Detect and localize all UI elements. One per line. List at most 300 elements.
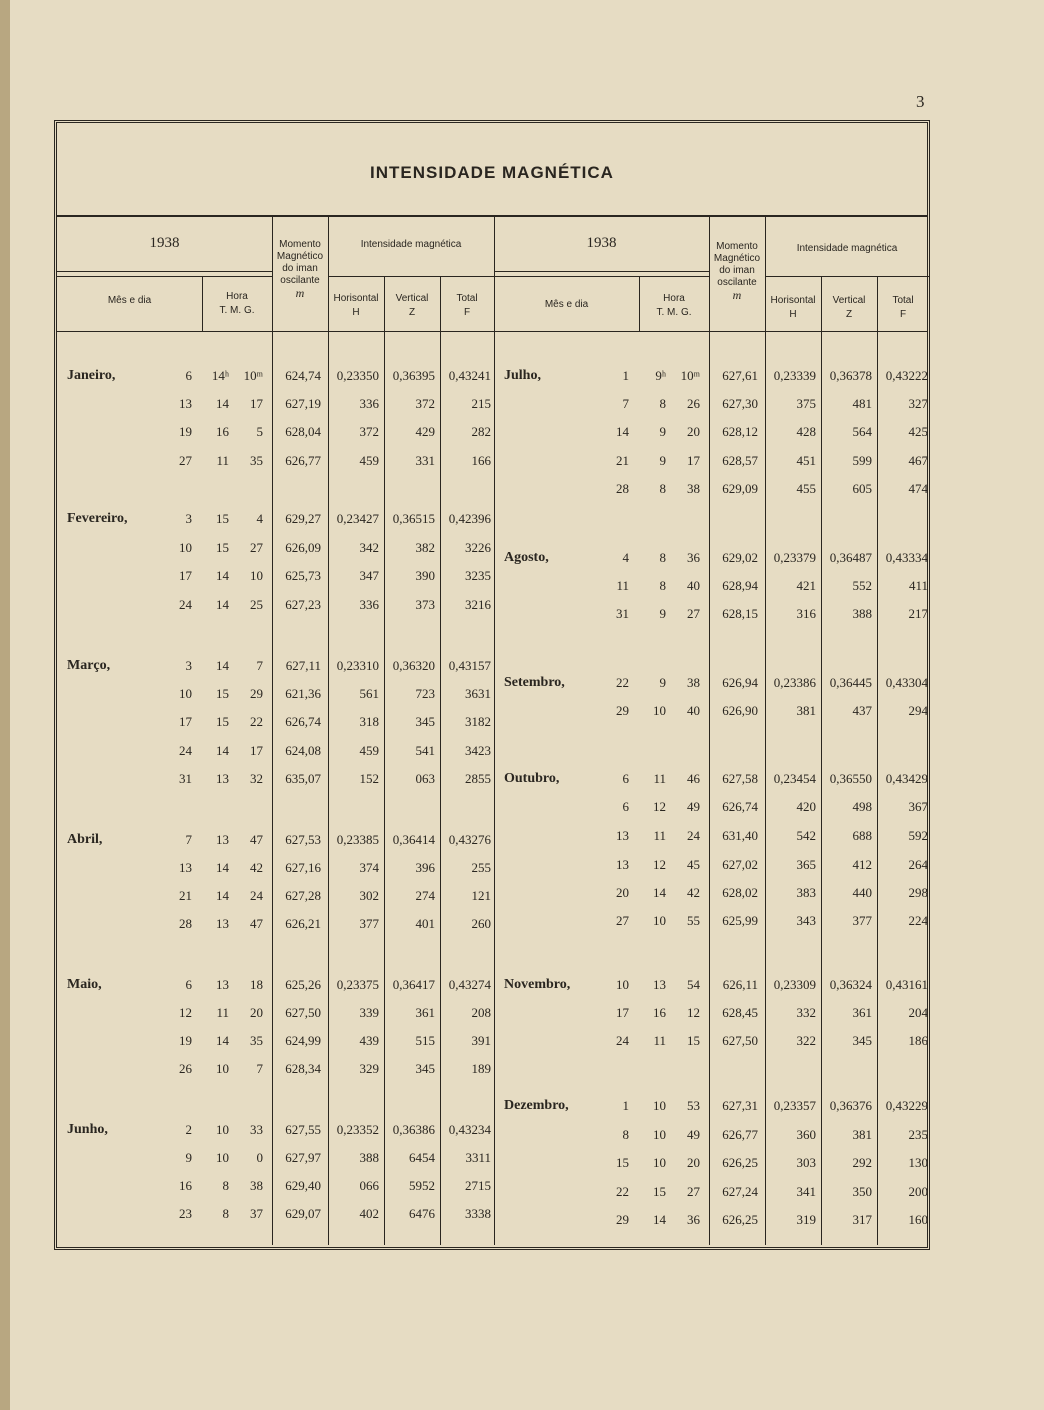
cell-h: 9ʰ [655,368,666,383]
cell-mom: 629,07 [285,1206,321,1221]
cell-h: 10 [216,1061,229,1076]
cell-H: 322 [796,1033,816,1048]
cell-F: 592 [908,828,928,843]
cell-F: 298 [908,885,928,900]
intensity-header: Intensidade magnética [360,239,462,250]
cell-h: 13 [216,771,229,786]
cell-m: 10 [250,568,263,583]
cell-H: 341 [796,1184,816,1199]
cell-m: 47 [250,832,263,847]
cell-Z: 0,36550 [829,771,872,786]
cell-m: 20 [250,1005,263,1020]
cell-H: 342 [359,540,379,555]
cell-m: 10ᵐ [680,368,700,383]
table-frame [54,120,930,1250]
cell-day: 4 [622,550,629,565]
cell-m: 42 [250,860,263,875]
cell-H: 388 [359,1150,379,1165]
table-row [494,606,931,626]
cell-Z: 6454 [409,1150,435,1165]
vertical-header: Vertical [832,295,866,306]
cell-Z: 388 [852,606,872,621]
cell-F: 0,43274 [448,977,491,992]
cell-m: 17 [250,396,263,411]
cell-H: 0,23310 [336,658,379,673]
horizontal-symbol: H [352,307,360,318]
column-rule [639,276,640,331]
cell-day: 10 [616,977,629,992]
cell-m: 55 [687,913,700,928]
cell-h: 14 [216,658,229,673]
table-row [494,675,931,695]
cell-F: 0,43234 [448,1122,491,1137]
cell-day: 10 [179,540,192,555]
cell-Z: 373 [415,597,435,612]
cell-Z: 515 [415,1033,435,1048]
table-row [57,1178,494,1198]
table-row [494,1155,931,1175]
cell-H: 0,23379 [773,550,816,565]
cell-F: 255 [471,860,491,875]
cell-mom: 628,94 [722,578,758,593]
cell-m: 35 [250,453,263,468]
cell-h: 10 [653,1127,666,1142]
cell-Z: 0,36417 [392,977,435,992]
table-row [57,832,494,852]
cell-mom: 625,73 [285,568,321,583]
total-symbol: F [899,309,907,320]
cell-day: 2 [185,1122,192,1137]
cell-H: 459 [359,453,379,468]
cell-Z: 723 [415,686,435,701]
table-row [494,977,931,997]
cell-h: 16 [653,1005,666,1020]
cell-H: 439 [359,1033,379,1048]
cell-Z: 331 [415,453,435,468]
table-row [57,771,494,791]
cell-H: 152 [359,771,379,786]
cell-Z: 361 [852,1005,872,1020]
cell-h: 9 [659,424,666,439]
cell-month: Agosto, [504,550,549,565]
cell-mom: 628,57 [722,453,758,468]
cell-mom: 628,04 [285,424,321,439]
cell-F: 264 [908,857,928,872]
table-row [57,1150,494,1170]
cell-h: 14 [216,1033,229,1048]
horizontal-header: Horisontal [770,295,816,306]
cell-mom: 627,11 [285,658,321,673]
total-header: Total [892,295,914,306]
cell-m: 37 [250,1206,263,1221]
cell-F: 235 [908,1127,928,1142]
cell-F: 3182 [465,714,491,729]
total-symbol: F [463,307,471,318]
cell-day: 20 [616,885,629,900]
cell-day: 6 [622,799,629,814]
cell-mom: 621,36 [285,686,321,701]
cell-Z: 0,36386 [392,1122,435,1137]
cell-H: 372 [359,424,379,439]
cell-H: 375 [796,396,816,411]
cell-F: 224 [908,913,928,928]
cell-F: 204 [908,1005,928,1020]
cell-F: 3631 [465,686,491,701]
cell-m: 49 [687,1127,700,1142]
cell-Z: 396 [415,860,435,875]
table-row [57,540,494,560]
cell-Z: 317 [852,1212,872,1227]
cell-m: 25 [250,597,263,612]
divider [57,331,927,332]
cell-h: 15 [216,540,229,555]
cell-Z: 381 [852,1127,872,1142]
cell-H: 0,23454 [773,771,816,786]
cell-Z: 345 [415,1061,435,1076]
moment-symbol: m [295,286,305,300]
divider [57,276,272,277]
cell-H: 066 [359,1178,379,1193]
cell-Z: 350 [852,1184,872,1199]
cell-m: 36 [687,550,700,565]
table-row [57,686,494,706]
cell-h: 9 [659,606,666,621]
cell-day: 13 [179,860,192,875]
cell-F: 0,43241 [448,368,491,383]
cell-F: 260 [471,916,491,931]
cell-month: Novembro, [504,977,571,992]
cell-day: 24 [616,1033,629,1048]
cell-m: 24 [250,888,263,903]
cell-day: 3 [185,658,192,673]
cell-H: 336 [359,396,379,411]
cell-H: 383 [796,885,816,900]
cell-day: 13 [616,857,629,872]
cell-F: 2715 [465,1178,491,1193]
cell-h: 8 [222,1178,229,1193]
cell-mom: 627,02 [722,857,758,872]
cell-m: 40 [687,578,700,593]
table-row [57,1122,494,1142]
table-row [494,885,931,905]
cell-h: 9 [659,453,666,468]
table-row [494,799,931,819]
cell-m: 17 [250,743,263,758]
cell-h: 14 [216,888,229,903]
cell-Z: 401 [415,916,435,931]
cell-F: 474 [908,481,928,496]
cell-day: 19 [179,1033,192,1048]
cell-mom: 627,61 [722,368,758,383]
column-rule [202,276,203,331]
table-row [57,1206,494,1226]
cell-month: Maio, [67,977,102,992]
cell-F: 186 [908,1033,928,1048]
cell-h: 10 [653,703,666,718]
cell-Z: 437 [852,703,872,718]
cell-Z: 0,36324 [829,977,872,992]
cell-mom: 628,15 [722,606,758,621]
cell-F: 294 [908,703,928,718]
cell-m: 32 [250,771,263,786]
cell-m: 17 [687,453,700,468]
page-number: 3 [916,92,925,111]
cell-day: 24 [179,743,192,758]
cell-mom: 627,16 [285,860,321,875]
cell-h: 14 [216,743,229,758]
cell-H: 339 [359,1005,379,1020]
cell-day: 31 [616,606,629,621]
cell-day: 12 [179,1005,192,1020]
cell-Z: 412 [852,857,872,872]
cell-F: 0,43334 [885,550,928,565]
cell-day: 13 [616,828,629,843]
table-row [57,511,494,531]
cell-F: 327 [908,396,928,411]
cell-H: 0,23357 [773,1098,816,1113]
cell-day: 19 [179,424,192,439]
cell-h: 10 [653,1098,666,1113]
table-row [57,453,494,473]
cell-m: 7 [256,658,263,673]
cell-h: 8 [659,578,666,593]
cell-mom: 628,12 [722,424,758,439]
cell-mom: 627,28 [285,888,321,903]
table-row [57,1033,494,1053]
cell-F: 166 [471,453,491,468]
cell-day: 27 [616,913,629,928]
cell-H: 336 [359,597,379,612]
cell-h: 16 [216,424,229,439]
cell-H: 318 [359,714,379,729]
table-row [494,857,931,877]
cell-H: 302 [359,888,379,903]
cell-m: 54 [687,977,700,992]
cell-m: 40 [687,703,700,718]
cell-Z: 440 [852,885,872,900]
cell-mom: 626,21 [285,916,321,931]
moment-symbol: m [732,288,742,302]
cell-m: 26 [687,396,700,411]
hour-header-sub: T. M. G. [656,307,692,318]
cell-m: 33 [250,1122,263,1137]
cell-h: 14 [653,1212,666,1227]
cell-Z: 382 [415,540,435,555]
cell-mom: 625,26 [285,977,321,992]
divider [57,215,927,217]
cell-mom: 626,25 [722,1155,758,1170]
cell-day: 17 [179,568,192,583]
cell-F: 160 [908,1212,928,1227]
cell-m: 12 [687,1005,700,1020]
cell-h: 15 [216,686,229,701]
cell-day: 7 [185,832,192,847]
divider [765,276,929,277]
hour-header: Hora [226,291,248,302]
cell-m: 20 [687,1155,700,1170]
cell-Z: 274 [415,888,435,903]
divider [494,276,709,277]
cell-m: 36 [687,1212,700,1227]
cell-day: 23 [179,1206,192,1221]
moment-header: Momento Magnético do iman oscilante [713,241,761,288]
cell-h: 11 [653,771,666,786]
hour-header-sub: T. M. G. [219,305,255,316]
cell-h: 13 [653,977,666,992]
vertical-symbol: Z [408,307,416,318]
cell-month: Abril, [67,832,103,847]
table-row [494,1005,931,1025]
cell-m: 0 [256,1150,263,1165]
cell-H: 561 [359,686,379,701]
cell-h: 14 [216,396,229,411]
cell-F: 282 [471,424,491,439]
table-row [494,453,931,473]
cell-h: 8 [222,1206,229,1221]
page [10,0,1044,1410]
date-header: Mês e dia [544,299,589,310]
table-row [494,828,931,848]
cell-h: 8 [659,481,666,496]
cell-Z: 377 [852,913,872,928]
cell-mom: 627,31 [722,1098,758,1113]
cell-day: 17 [616,1005,629,1020]
cell-mom: 627,19 [285,396,321,411]
cell-F: 0,43157 [448,658,491,673]
cell-h: 11 [653,828,666,843]
cell-Z: 481 [852,396,872,411]
cell-m: 5 [256,424,263,439]
cell-m: 27 [250,540,263,555]
cell-mom: 627,97 [285,1150,321,1165]
cell-F: 3216 [465,597,491,612]
cell-Z: 605 [852,481,872,496]
cell-m: 47 [250,916,263,931]
cell-H: 402 [359,1206,379,1221]
cell-Z: 0,36414 [392,832,435,847]
divider [494,271,709,272]
table-row [494,1098,931,1118]
cell-mom: 631,40 [722,828,758,843]
cell-H: 428 [796,424,816,439]
cell-mom: 626,25 [722,1212,758,1227]
cell-day: 8 [622,1127,629,1142]
cell-mom: 627,50 [722,1033,758,1048]
table-row [57,424,494,444]
cell-h: 15 [216,714,229,729]
cell-Z: 0,36395 [392,368,435,383]
year-label: 1938 [149,235,180,251]
cell-h: 11 [216,453,229,468]
cell-Z: 0,36378 [829,368,872,383]
cell-H: 347 [359,568,379,583]
cell-h: 13 [216,916,229,931]
cell-Z: 498 [852,799,872,814]
cell-h: 10 [653,1155,666,1170]
cell-h: 11 [653,1033,666,1048]
cell-H: 332 [796,1005,816,1020]
cell-H: 455 [796,481,816,496]
cell-Z: 688 [852,828,872,843]
cell-m: 49 [687,799,700,814]
table-row [494,1127,931,1147]
cell-mom: 624,74 [285,368,321,383]
cell-day: 6 [185,368,192,383]
cell-F: 217 [908,606,928,621]
cell-mom: 626,90 [722,703,758,718]
cell-mom: 628,02 [722,885,758,900]
cell-m: 29 [250,686,263,701]
cell-m: 27 [687,606,700,621]
cell-mom: 627,50 [285,1005,321,1020]
cell-month: Março, [67,658,111,673]
cell-Z: 345 [415,714,435,729]
cell-m: 27 [687,1184,700,1199]
cell-H: 374 [359,860,379,875]
cell-Z: 564 [852,424,872,439]
table-row [57,1061,494,1081]
cell-H: 343 [796,913,816,928]
cell-Z: 372 [415,396,435,411]
cell-month: Dezembro, [504,1098,569,1113]
table-row [494,578,931,598]
cell-H: 451 [796,453,816,468]
cell-Z: 429 [415,424,435,439]
cell-day: 1 [622,1098,629,1113]
cell-h: 14 [216,860,229,875]
horizontal-header: Horisontal [333,293,379,304]
table-row [57,743,494,763]
cell-F: 411 [908,578,928,593]
cell-h: 9 [659,675,666,690]
table-row [494,481,931,501]
cell-mom: 629,02 [722,550,758,565]
cell-mom: 635,07 [285,771,321,786]
cell-F: 0,43429 [885,771,928,786]
cell-mom: 624,99 [285,1033,321,1048]
cell-mom: 628,34 [285,1061,321,1076]
cell-month: Setembro, [504,675,565,690]
cell-day: 14 [616,424,629,439]
cell-day: 7 [622,396,629,411]
cell-F: 3311 [465,1150,491,1165]
cell-F: 3226 [465,540,491,555]
cell-Z: 0,36445 [829,675,872,690]
cell-mom: 629,27 [285,511,321,526]
cell-H: 0,23386 [773,675,816,690]
cell-h: 15 [216,511,229,526]
cell-m: 38 [250,1178,263,1193]
table-row [494,703,931,723]
cell-h: 14ʰ [211,368,229,383]
table-row [57,1005,494,1025]
cell-F: 130 [908,1155,928,1170]
cell-day: 27 [179,453,192,468]
date-header: Mês e dia [107,295,152,306]
cell-mom: 626,94 [722,675,758,690]
cell-Z: 0,36320 [392,658,435,673]
table-row [494,1033,931,1053]
cell-H: 316 [796,606,816,621]
cell-month: Janeiro, [67,368,116,383]
divider [328,276,494,277]
table-row [494,1184,931,1204]
cell-H: 459 [359,743,379,758]
cell-h: 13 [216,832,229,847]
cell-m: 53 [687,1098,700,1113]
cell-H: 360 [796,1127,816,1142]
cell-Z: 345 [852,1033,872,1048]
